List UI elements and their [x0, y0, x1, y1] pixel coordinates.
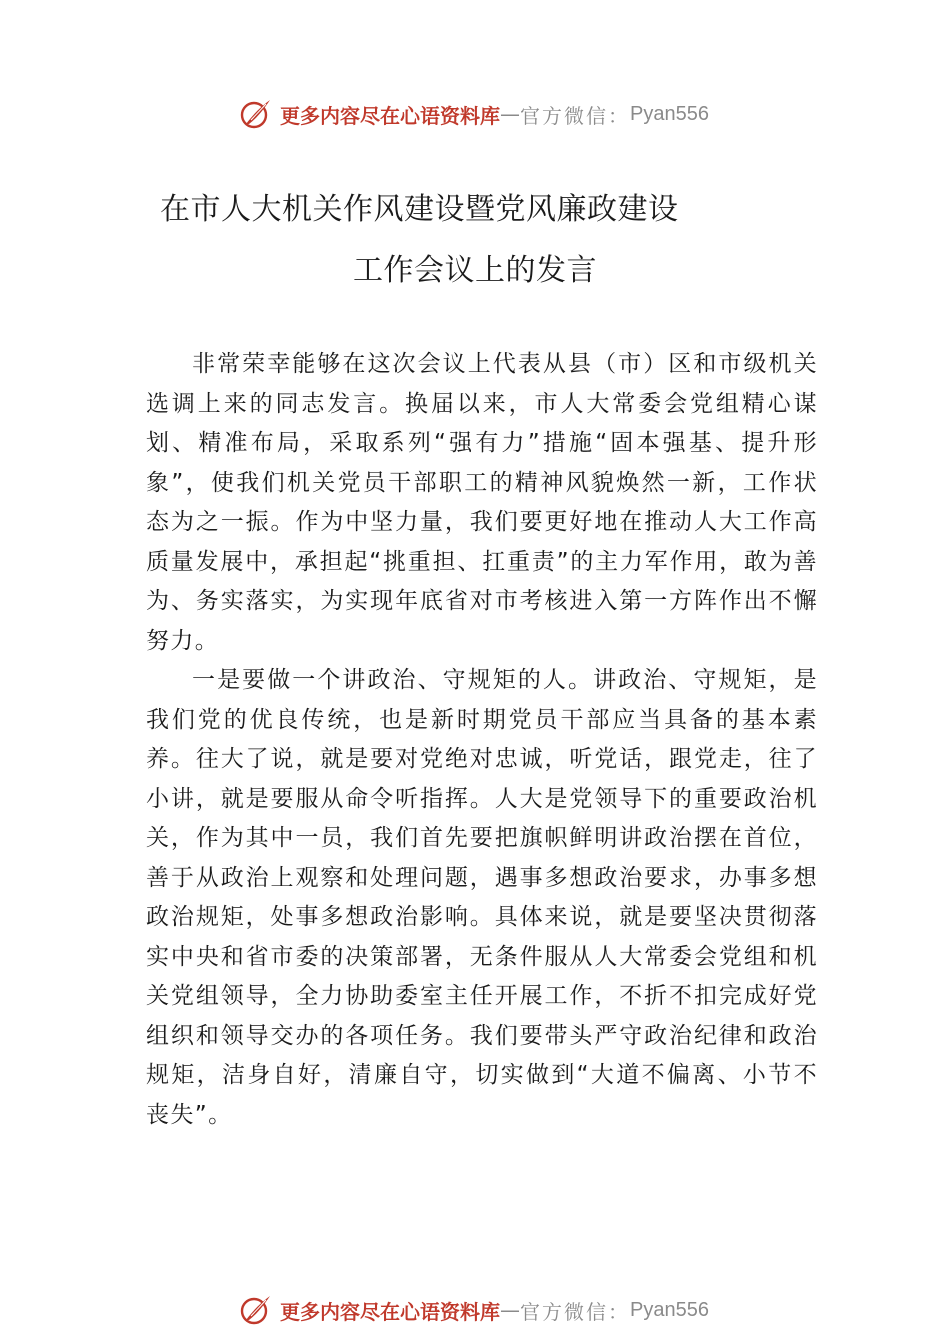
quill-logo-icon	[238, 1292, 274, 1328]
watermark-library-name: 更多内容尽在心语资料库	[280, 103, 500, 128]
body-paragraph-intro: 非常荣幸能够在这次会议上代表从县（市）区和市级机关选调上来的同志发言。换届以来，市人大常委会党组精心谋划、精准布局，采取系列“强有力”措施“固本强基、提升形象”，使我们机关党员干部职工的精神风貌焕然一新，工作状态为之一振。作为中坚力量，我们要更好地在推动人大工作高质量发展中，承担起“挑重担、扛重责”的主力军作用，敢为善为、务实落实，为实现年底省对市考核进入第一方阵作出不懈努力。	[146, 351, 818, 654]
document-title-line-1: 在市人大机关作风建设暨党风廉政建设	[160, 192, 679, 227]
watermark-wechat-id: Pyan556	[630, 102, 709, 125]
document-title-line-2: 工作会议上的发言	[353, 253, 597, 288]
quill-logo-icon	[238, 96, 274, 132]
watermark-dash: —	[500, 102, 520, 126]
watermark-wechat-label: 官方微信：	[520, 1299, 630, 1324]
header-watermark	[238, 96, 709, 132]
document-body	[146, 345, 818, 1135]
watermark-library-name: 更多内容尽在心语资料库	[280, 1299, 500, 1324]
footer-watermark	[238, 1292, 709, 1328]
watermark-wechat-label: 官方微信：	[520, 103, 630, 128]
body-paragraph-politics: 一是要做一个讲政治、守规矩的人。讲政治、守规矩，是我们党的优良传统，也是新时期党员干部应当具备的基本素养。往大了说，就是要对党绝对忠诚，听党话，跟党走，往了小讲，就是要服从命令听指挥。人大是党领导下的重要政治机关，作为其中一员，我们首先要把旗帜鲜明讲政治摆在首位，善于从政治上观察和处理问题，遇事多想政治要求，办事多想政治规矩，处事多想政治影响。具体来说，就是要坚决贯彻落实中央和省市委的决策部署，无条件服从人大常委会党组和机关党组领导，全力协助委室主任开展工作，不折不扣完成好党组织和领导交办的各项任务。我们要带头严守政治纪律和政治规矩，洁身自好，清廉自守，切实做到“大道不偏离、小节不丧失”。	[146, 667, 818, 1128]
watermark-dash: —	[500, 1298, 520, 1322]
watermark-wechat-id: Pyan556	[630, 1298, 709, 1321]
